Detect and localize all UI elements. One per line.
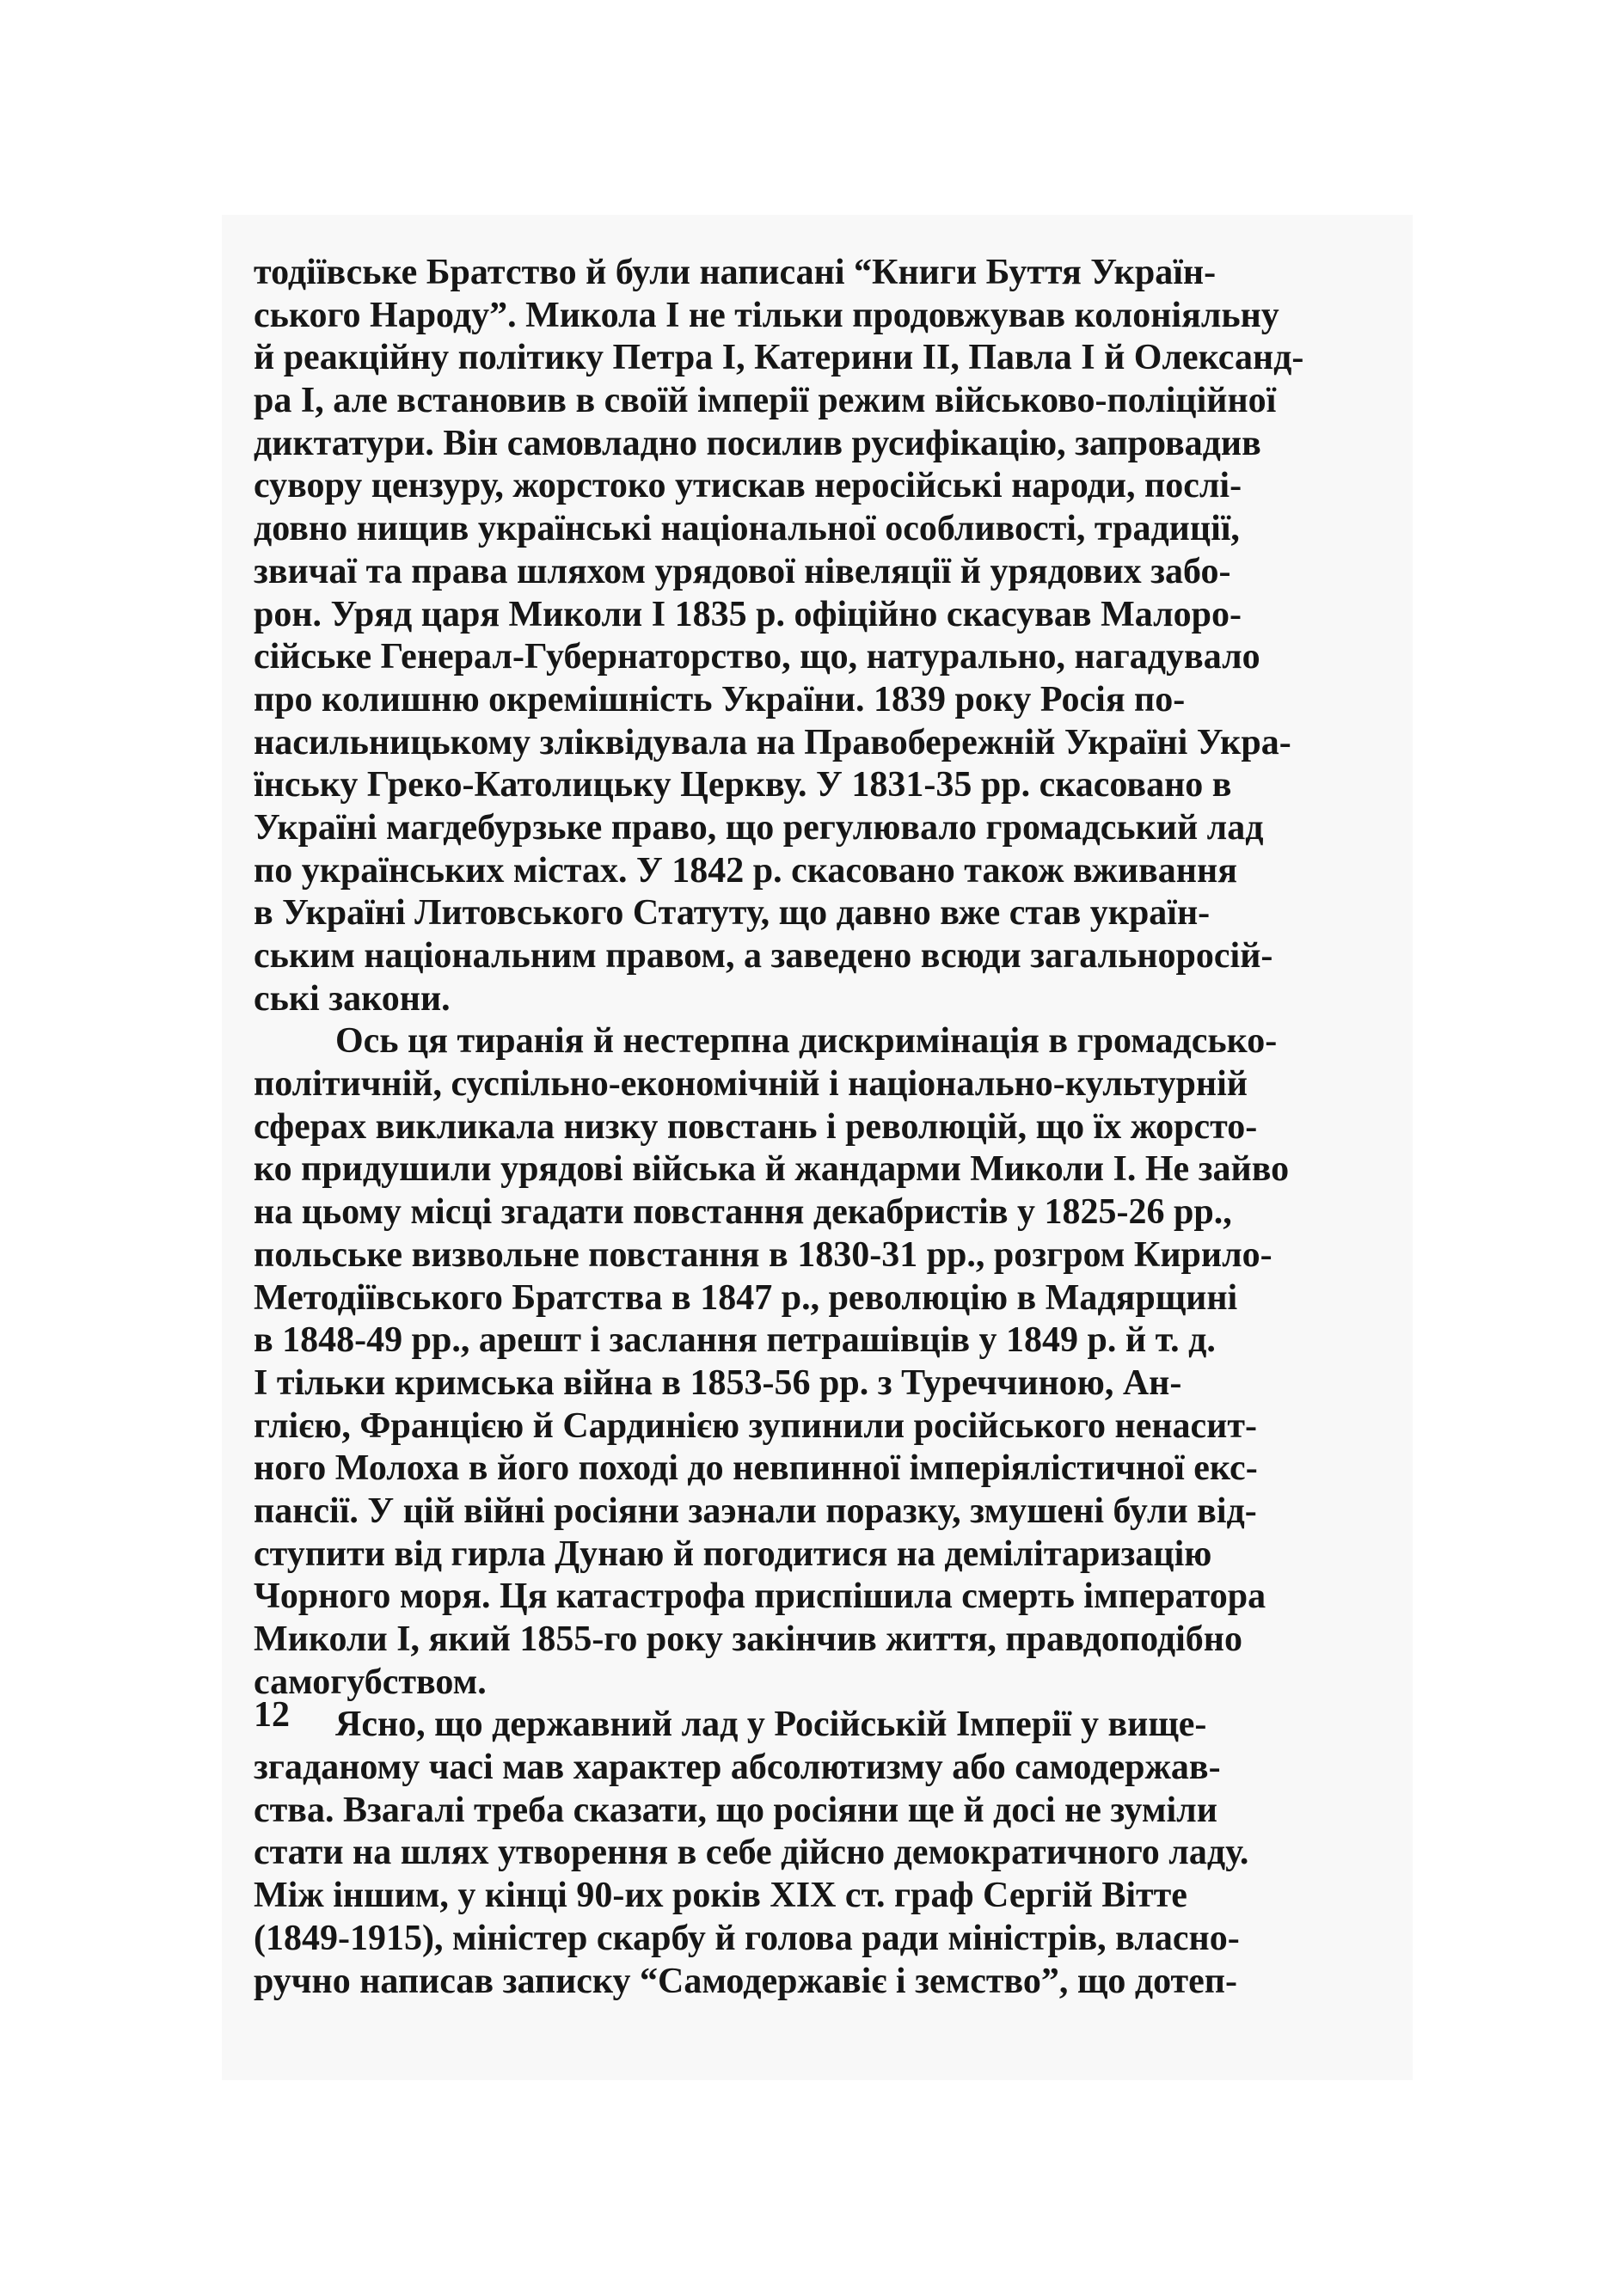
text-line: довно нищив українські національної особливості, традиції, [254, 509, 1240, 549]
text-line: політичній, суспільно-економічній і національно-культурній [254, 1064, 1248, 1105]
text-line: їнську Греко-Католицьку Церкву. У 1831-35 рр. скасовано в [254, 765, 1232, 805]
text-line: Між іншим, у кінці 90-их років XIX ст. граф Сергій Вітте [254, 1876, 1187, 1916]
text-line: згаданому часі мав характер абсолютизму або самодержав- [254, 1748, 1221, 1788]
text-line: про колишню окремішність України. 1839 року Росія по- [254, 679, 1186, 719]
text-line: Україні магдебурзьке право, що регулювало громадський лад [254, 807, 1264, 848]
text-line: ко придушили урядові війська й жандарми Миколи І. Не зайво [254, 1149, 1290, 1190]
text-line: (1849-1915), міністер скарбу й голова ради міністрів, власно- [254, 1918, 1240, 1958]
text-line: диктатури. Він самовладно посилив русифікацію, запровадив [254, 423, 1261, 463]
body-text [254, 252, 1373, 2003]
text-line: насильницькому зліквідувала на Правобережній Україні Укра- [254, 722, 1291, 762]
text-line: польське визвольне повстання в 1830-31 рр., розгром Кирило- [254, 1234, 1273, 1275]
text-line: самогубством. [254, 1662, 487, 1702]
text-line: по українських містах. У 1842 р. скасовано також вживання [254, 850, 1237, 891]
text-line: сувору цензуру, жорстоко утискав неросійські народи, послі- [254, 466, 1242, 506]
page-number: 12 [254, 1695, 290, 1735]
text-line: й реакційну політику Петра І, Катерини II, Павла І й Олександ- [254, 338, 1304, 378]
text-line: І тільки кримська війна в 1853-56 рр. з Туреччиною, Ан- [254, 1362, 1182, 1403]
text-line: ступити від гирла Дунаю й погодитися на демілітаризацію [254, 1534, 1212, 1574]
text-line: ра І, але встановив в своїй імперії режим військово-поліційної [254, 381, 1277, 421]
text-line: стати на шлях утворення в себе дійсно демократичного ладу. [254, 1833, 1249, 1873]
text-line: Чорного моря. Ця катастрофа приспішила смерть імператора [254, 1577, 1266, 1617]
text-line: ручно написав записку “Самодержавіє і земство”, що дотеп- [254, 1961, 1237, 2001]
text-line: Миколи І, який 1855-го року закінчив життя, правдоподібно [254, 1619, 1242, 1659]
text-line: в 1848-49 рр., арешт і заслання петрашівців у 1849 р. й т. д. [254, 1320, 1216, 1361]
text-line: в Україні Литовського Статуту, що давно вже став україн- [254, 893, 1211, 934]
text-line: пансії. У цій війні росіяни заэнали поразку, змушені були від- [254, 1491, 1257, 1531]
text-line: звичаї та права шляхом урядової нівеляції й урядових забо- [254, 551, 1231, 591]
text-line: глією, Францією й Сардинією зупинили російського ненасит- [254, 1405, 1257, 1446]
text-line: ства. Взагалі треба сказати, що росіяни ще й досі не зуміли [254, 1790, 1217, 1830]
text-line: ного Молоха в його поході до невпинної імперіялістичної екс- [254, 1448, 1258, 1489]
paragraph-start-line: Ясно, що державний лад у Російській Імперії у вище- [335, 1705, 1207, 1745]
text-line: ські закони. [254, 978, 451, 1019]
text-line: на цьому місці згадати повстання декабристів у 1825-26 рр., [254, 1192, 1232, 1233]
text-line: сферах викликала низку повстань і революцій, що їх жорсто- [254, 1106, 1258, 1147]
text-line: тодіївське Братство й були написані “Книги Буття Україн- [254, 253, 1217, 292]
text-line: сійське Генерал-Губернаторство, що, натурально, нагадувало [254, 637, 1260, 677]
text-line: ського Народу”. Микола І не тільки продовжував колоніяльну [254, 295, 1279, 335]
text-line: рон. Уряд царя Миколи І 1835 р. офіційно скасував Малоро- [254, 594, 1242, 634]
text-line: ським національним правом, а заведено всюди загальноросій- [254, 936, 1273, 976]
text-line: Методіївського Братства в 1847 р., революцію в Мадярщині [254, 1277, 1238, 1318]
paragraph-start-line: Ось ця тиранія й нестерпна дискримінація в громадсько- [335, 1021, 1278, 1062]
